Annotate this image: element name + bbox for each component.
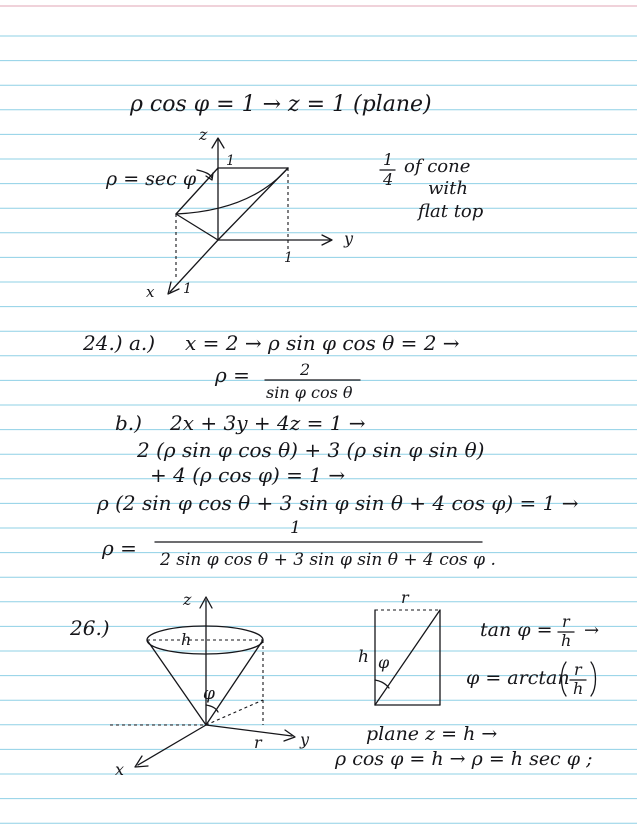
rect-h-label: h — [358, 647, 369, 667]
problem-24b-line2: 2 (ρ sin φ cos θ) + 3 (ρ sin φ sin θ) — [137, 438, 485, 462]
problem-24b-numerator: 1 — [290, 518, 301, 538]
cone-axis-label-y: y — [300, 730, 310, 749]
problem-24a-rho: ρ = — [215, 363, 250, 387]
x-tick-one: 1 — [183, 281, 192, 297]
cone-height-label: h — [181, 630, 192, 649]
note-flat-top: flat top — [418, 201, 484, 222]
problem-24b-line3: + 4 (ρ cos φ) = 1 → — [150, 463, 346, 487]
problem-24b-rho: ρ = — [102, 536, 137, 560]
problem-24b-denominator: 2 sin φ cos θ + 3 sin φ sin θ + 4 cos φ . — [160, 550, 496, 570]
problem-24b-line1: 2x + 3y + 4z = 1 → — [170, 411, 366, 435]
cone-axis-label-z: z — [183, 590, 192, 609]
problem-24a-denominator: sin φ cos θ — [266, 383, 353, 402]
tan-numerator: r — [562, 612, 570, 631]
tan-arrow: → — [584, 620, 600, 641]
cone-axis-label-x: x — [115, 760, 125, 779]
cone-r-label: r — [254, 733, 262, 752]
arctan-numerator: r — [574, 660, 582, 679]
axis-label-x: x — [146, 283, 155, 301]
problem-24a-label: 24.) a.) — [83, 331, 156, 355]
tan-phi-equation: tan φ = — [480, 619, 553, 641]
note-of-cone: of cone — [404, 156, 471, 177]
axis-label-z: z — [199, 125, 208, 144]
cone-phi-label: φ — [203, 684, 215, 704]
plane-z-equals-h: plane z = h → — [366, 723, 498, 745]
fraction-numerator: 1 — [383, 150, 394, 169]
problem-24b-line4: ρ (2 sin φ cos θ + 3 sin φ sin θ + 4 cos φ) = 1 → — [97, 491, 579, 515]
line-plane-conversion: ρ cos φ = 1 → z = 1 (plane) — [130, 92, 432, 117]
problem-24b-label: b.) — [115, 411, 142, 435]
rho-equals-sec-phi: ρ = sec φ — [106, 168, 197, 190]
fraction-denominator: 4 — [383, 170, 394, 189]
note-with: with — [428, 178, 468, 199]
problem-26-label: 26.) — [70, 616, 110, 640]
arctan-denominator: h — [573, 679, 584, 698]
rect-phi-label: φ — [378, 653, 390, 672]
y-tick-one: 1 — [284, 250, 293, 266]
rect-r-label: r — [401, 588, 409, 607]
problem-24a-equation: x = 2 → ρ sin φ cos θ = 2 → — [185, 331, 460, 355]
axis-label-y: y — [344, 229, 354, 248]
tan-denominator: h — [561, 631, 572, 650]
final-rho-equation: ρ cos φ = h → ρ = h sec φ ; — [335, 748, 593, 770]
problem-24a-numerator: 2 — [300, 360, 311, 379]
phi-arctan-equation: φ = arctan — [466, 667, 570, 689]
z-tick-one: 1 — [226, 153, 235, 169]
